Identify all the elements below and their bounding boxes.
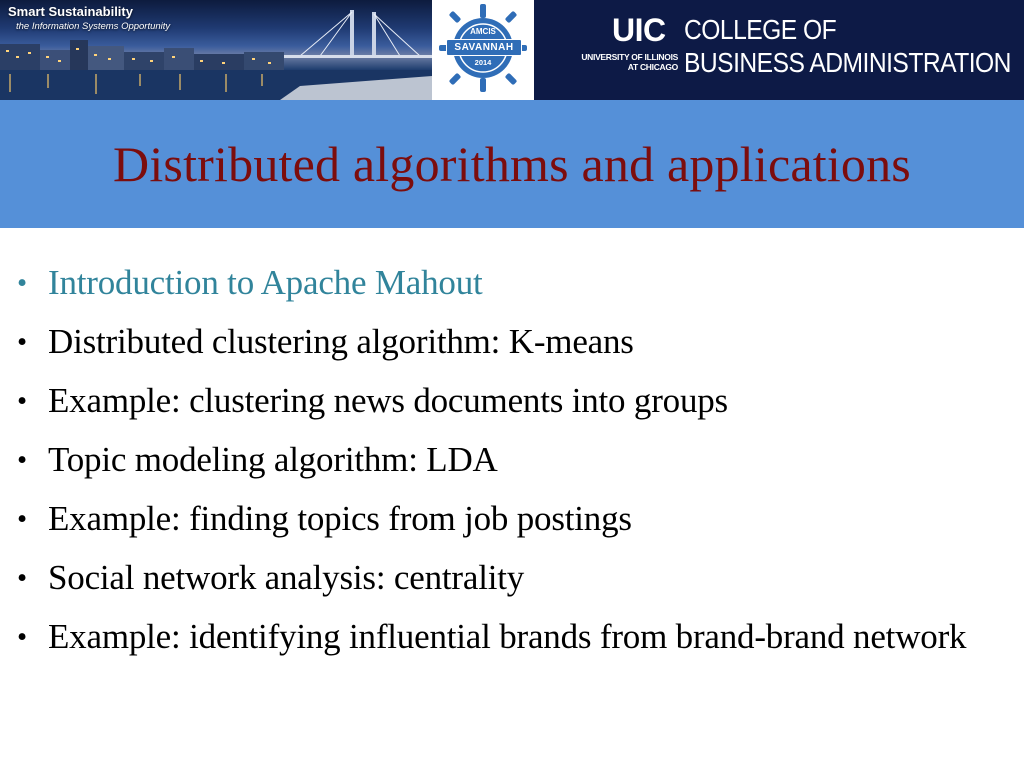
event-subtitle: the Information Systems Opportunity — [16, 21, 171, 32]
bullet-dot-icon: • — [17, 326, 27, 358]
amcis-label: AMCIS — [470, 27, 496, 36]
bullet-item — [0, 380, 1024, 422]
bullet-item — [0, 262, 1024, 304]
bullet-dot-icon: • — [17, 385, 27, 417]
bullet-text: Social network analysis: centrality — [48, 558, 525, 597]
bullet-item — [0, 616, 1024, 658]
uic-university-line1: UNIVERSITY OF ILLINOIS — [581, 52, 678, 62]
bullet-dot-icon: • — [17, 503, 27, 535]
bullet-item — [0, 498, 1024, 540]
bullet-text: Example: clustering news documents into groups — [48, 381, 728, 420]
uic-college-line1: COLLEGE OF — [684, 14, 837, 45]
title-band — [0, 100, 1024, 228]
amcis-year-label: 2014 — [474, 58, 492, 67]
event-title: Smart Sustainability — [8, 4, 133, 19]
uic-university-line2: AT CHICAGO — [627, 62, 678, 72]
bullet-text: Example: identifying influential brands from brand-brand network — [48, 617, 967, 656]
bullet-dot-icon: • — [17, 621, 27, 653]
bullet-text: Introduction to Apache Mahout — [48, 263, 483, 302]
bullet-dot-icon: • — [17, 444, 27, 476]
bullet-item — [0, 321, 1024, 363]
uic-wordmark: UIC — [612, 12, 666, 48]
city-skyline-photo — [0, 0, 432, 100]
bullet-item — [0, 439, 1024, 481]
bullet-text: Distributed clustering algorithm: K-means — [48, 322, 634, 361]
bullet-dot-icon: • — [17, 267, 27, 299]
header-banner — [0, 0, 1024, 100]
bullet-dot-icon: • — [17, 562, 27, 594]
bullet-text: Topic modeling algorithm: LDA — [48, 440, 498, 479]
uic-college-line2: BUSINESS ADMINISTRATION — [684, 47, 1011, 78]
bullet-list — [0, 262, 1024, 675]
bullet-item — [0, 557, 1024, 599]
bullet-text: Example: finding topics from job postings — [48, 499, 632, 538]
slide-title: Distributed algorithms and applications — [113, 136, 911, 192]
amcis-savannah-logo — [432, 0, 534, 100]
amcis-city-label: SAVANNAH — [446, 39, 522, 56]
uic-college-logo — [534, 0, 1024, 100]
